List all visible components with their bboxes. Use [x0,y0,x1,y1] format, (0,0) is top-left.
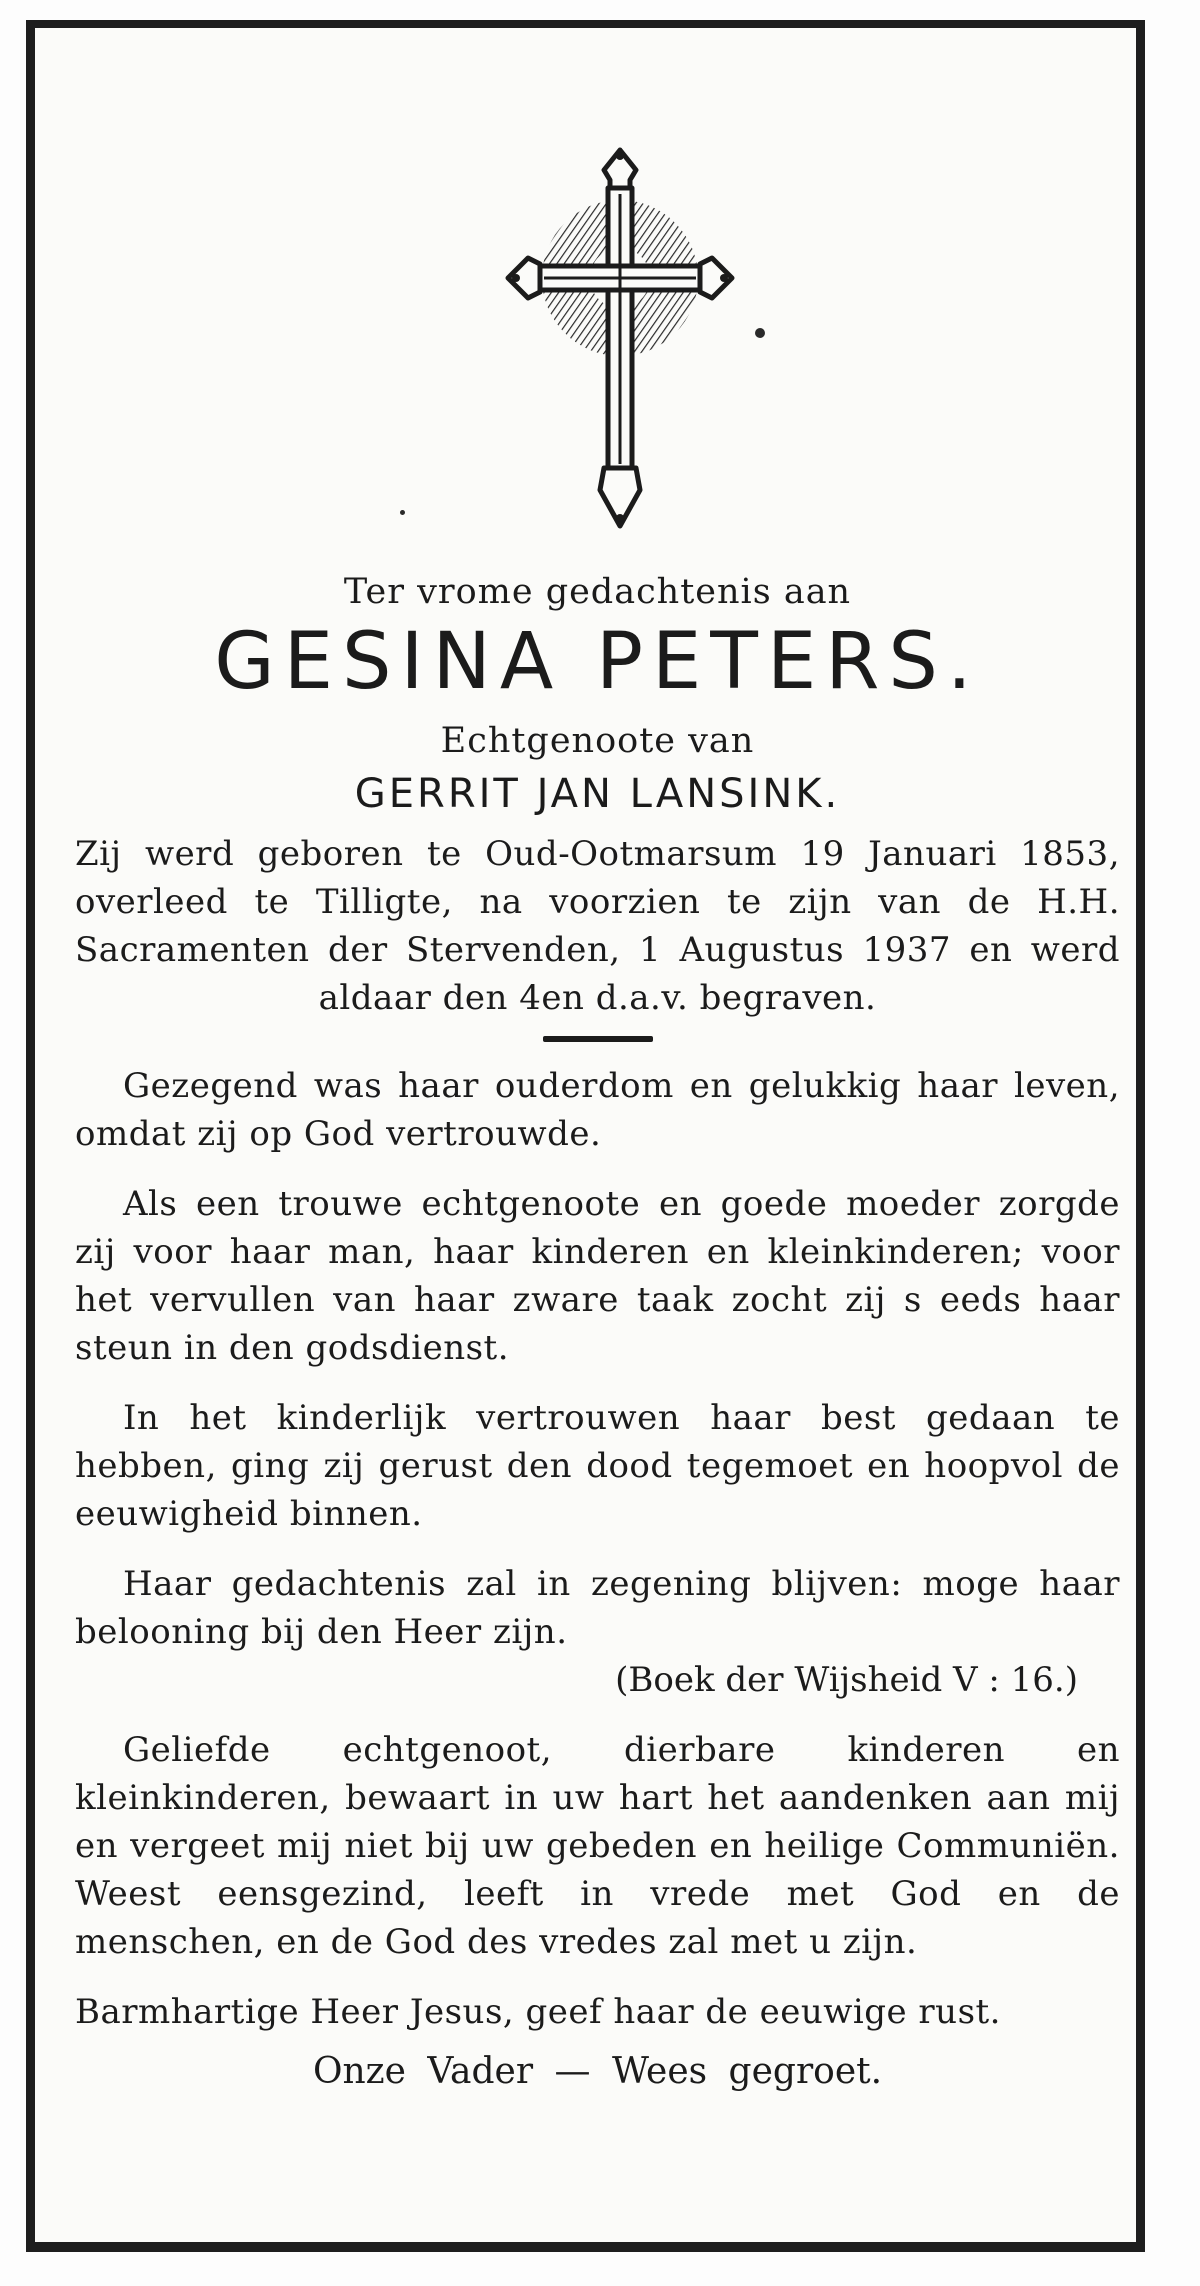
memorial-card [26,20,1145,2252]
scripture-citation: (Boek der Wijsheid V : 16.) [615,1660,1078,1700]
spouse-label: Echtgenoote van [440,721,755,761]
spouse-name: GERRIT JAN LANSINK. [354,771,841,817]
divider-rule [543,1036,653,1042]
ink-speck [400,510,405,515]
invocation-line: Barmhartige Heer Jesus, geef haar de eeuwige rust. [75,1992,1001,2032]
cross-icon [490,128,750,548]
intro-line: Ter vrome gedachtenis aan [343,572,852,612]
biography-paragraph: Zij werd geboren te Oud-Ootmarsum 19 Januari 1853, overleed te Tilligte, na voorzien te zijn van de H.H. Sacramenten der Stervenden, 1 Augustus 1937 en werd aldaar den 4en d.a.v. begraven. [75,834,1120,1018]
deceased-name: GESINA PETERS. [214,617,981,707]
text-paragraph: Als een trouwe echtgenoote en goede moeder zorgde zij voor haar man, haar kinderen en kleinkinderen; voor het vervullen van haar zware taak zocht zij s eeds haar steun in den godsdienst. [75,1184,1120,1368]
text-paragraph: Gezegend was haar ouderdom en gelukkig haar leven, omdat zij op God vertrouwde. [75,1066,1120,1154]
prayer-line: Onze Vader — Wees gegroet. [312,2051,883,2092]
card-text [75,548,1120,2098]
text-paragraph: In het kinderlijk vertrouwen haar best gedaan te hebben, ging zij gerust den dood tegemoet en hoopvol de eeuwigheid binnen. [75,1398,1120,1534]
farewell-paragraph: Geliefde echtgenoot, dierbare kinderen en kleinkinderen, bewaart in uw hart het aandenken aan mij en vergeet mij niet bij uw gebeden en heilige Communiën. Weest eensgezind, leeft in vrede met God en de menschen, en de God des vredes zal met u zijn. [75,1730,1120,1962]
ink-speck [755,328,765,338]
text-paragraph: Haar gedachtenis zal in zegening blijven: moge haar belooning bij den Heer zijn. [75,1564,1120,1652]
